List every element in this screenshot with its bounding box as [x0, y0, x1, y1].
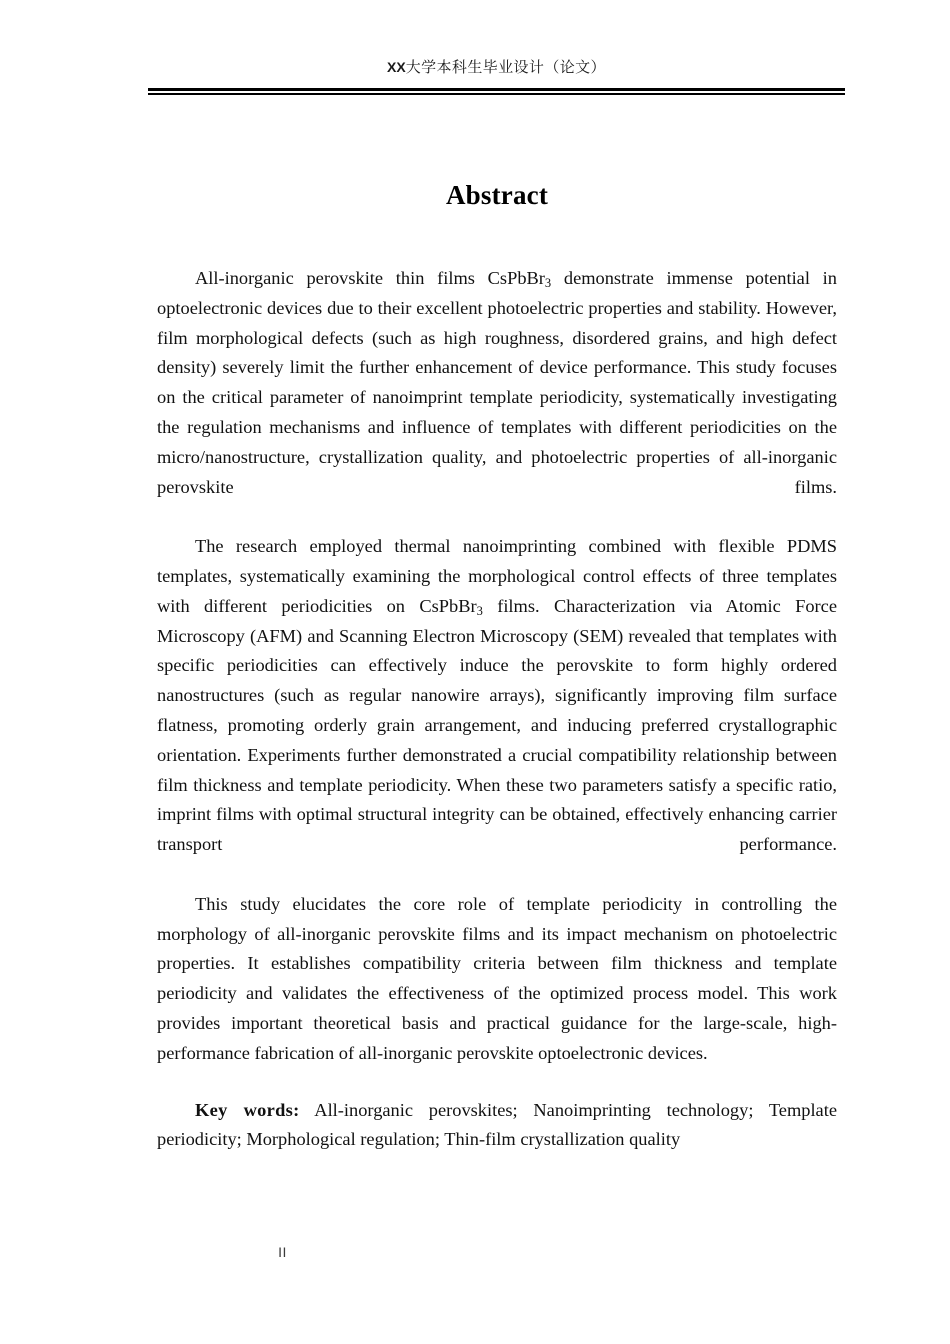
abstract-paragraph-3	[157, 890, 837, 1069]
header-divider-thin-line	[148, 93, 845, 95]
page-header	[148, 56, 845, 79]
paragraph-3-text: This study elucidates the core role of template periodicity in controlling the morphology of all-inorganic perovskite films and its impact mechanism on photoelectric properties. It establishes compatibility criteria between film thickness and template periodicity and validates the effectiveness of the optimized process model. This work provides important theoretical basis and practical guidance for the large-scale, high-performance fabrication of all-inorganic perovskite optoelectronic devices.	[157, 893, 837, 1063]
footer-page-number: II	[278, 1244, 287, 1260]
header-title-rest: 大学本科生毕业设计（论文）	[405, 60, 606, 76]
paragraph-2-text-b: films. Characterization via Atomic Force Microscopy (AFM) and Scanning Electron Microscopy (SEM) revealed that templates with specific periodicities can effectively induce the perovskite to form highly ordered nanostructures (such as regular nanowire arrays), significantly improving film surface flatness, promoting orderly grain arrangement, and inducing preferred crystallographic orientation. Experiments further demonstrated a crucial compatibility relationship between film thickness and template periodicity. When these two parameters satisfy a specific ratio, imprint films with optimal structural integrity can be obtained, effectively enhancing carrier transport performance.	[157, 595, 837, 855]
paragraph-2-text-a: The research employed thermal nanoimprinting combined with flexible PDMS templates, systematically examining the morphological control effects of three templates with different periodicities on CsPbBr	[157, 536, 837, 616]
page-footer	[148, 1243, 845, 1262]
paragraph-2-subscript: 3	[476, 603, 483, 618]
keywords-value: All-inorganic perovskites; Nanoimprinting technology; Template periodicity; Morphological regulation; Thin-film crystallization quality	[157, 1099, 837, 1150]
page-title: Abstract	[445, 180, 549, 210]
header-title	[148, 56, 845, 79]
document-content	[157, 178, 837, 1155]
header-university-placeholder: XX	[387, 59, 406, 75]
abstract-paragraph-1	[157, 264, 837, 532]
paragraph-1-subscript: 3	[544, 276, 552, 291]
keywords-line	[157, 1096, 837, 1156]
paragraph-1-text-b: demonstrate immense potential in optoelectronic devices due to their excellent photoelectric properties and stability. However, film morphological defects (such as high roughness, disordered grains, and high defect density) severely limit the further enhancement of device performance. This study focuses on the critical parameter of nanoimprint template periodicity, systematically investigating the regulation mechanisms and influence of templates with different periodicities on the micro/nanostructure, crystallization quality, and photoelectric properties of all-inorganic perovskite films.	[157, 268, 837, 497]
keywords-label: Key words:	[195, 1099, 300, 1120]
abstract-paragraph-2	[157, 532, 837, 890]
paragraph-1-text-a: All-inorganic perovskite thin films CsPbBr	[195, 268, 545, 288]
header-divider	[148, 88, 845, 95]
